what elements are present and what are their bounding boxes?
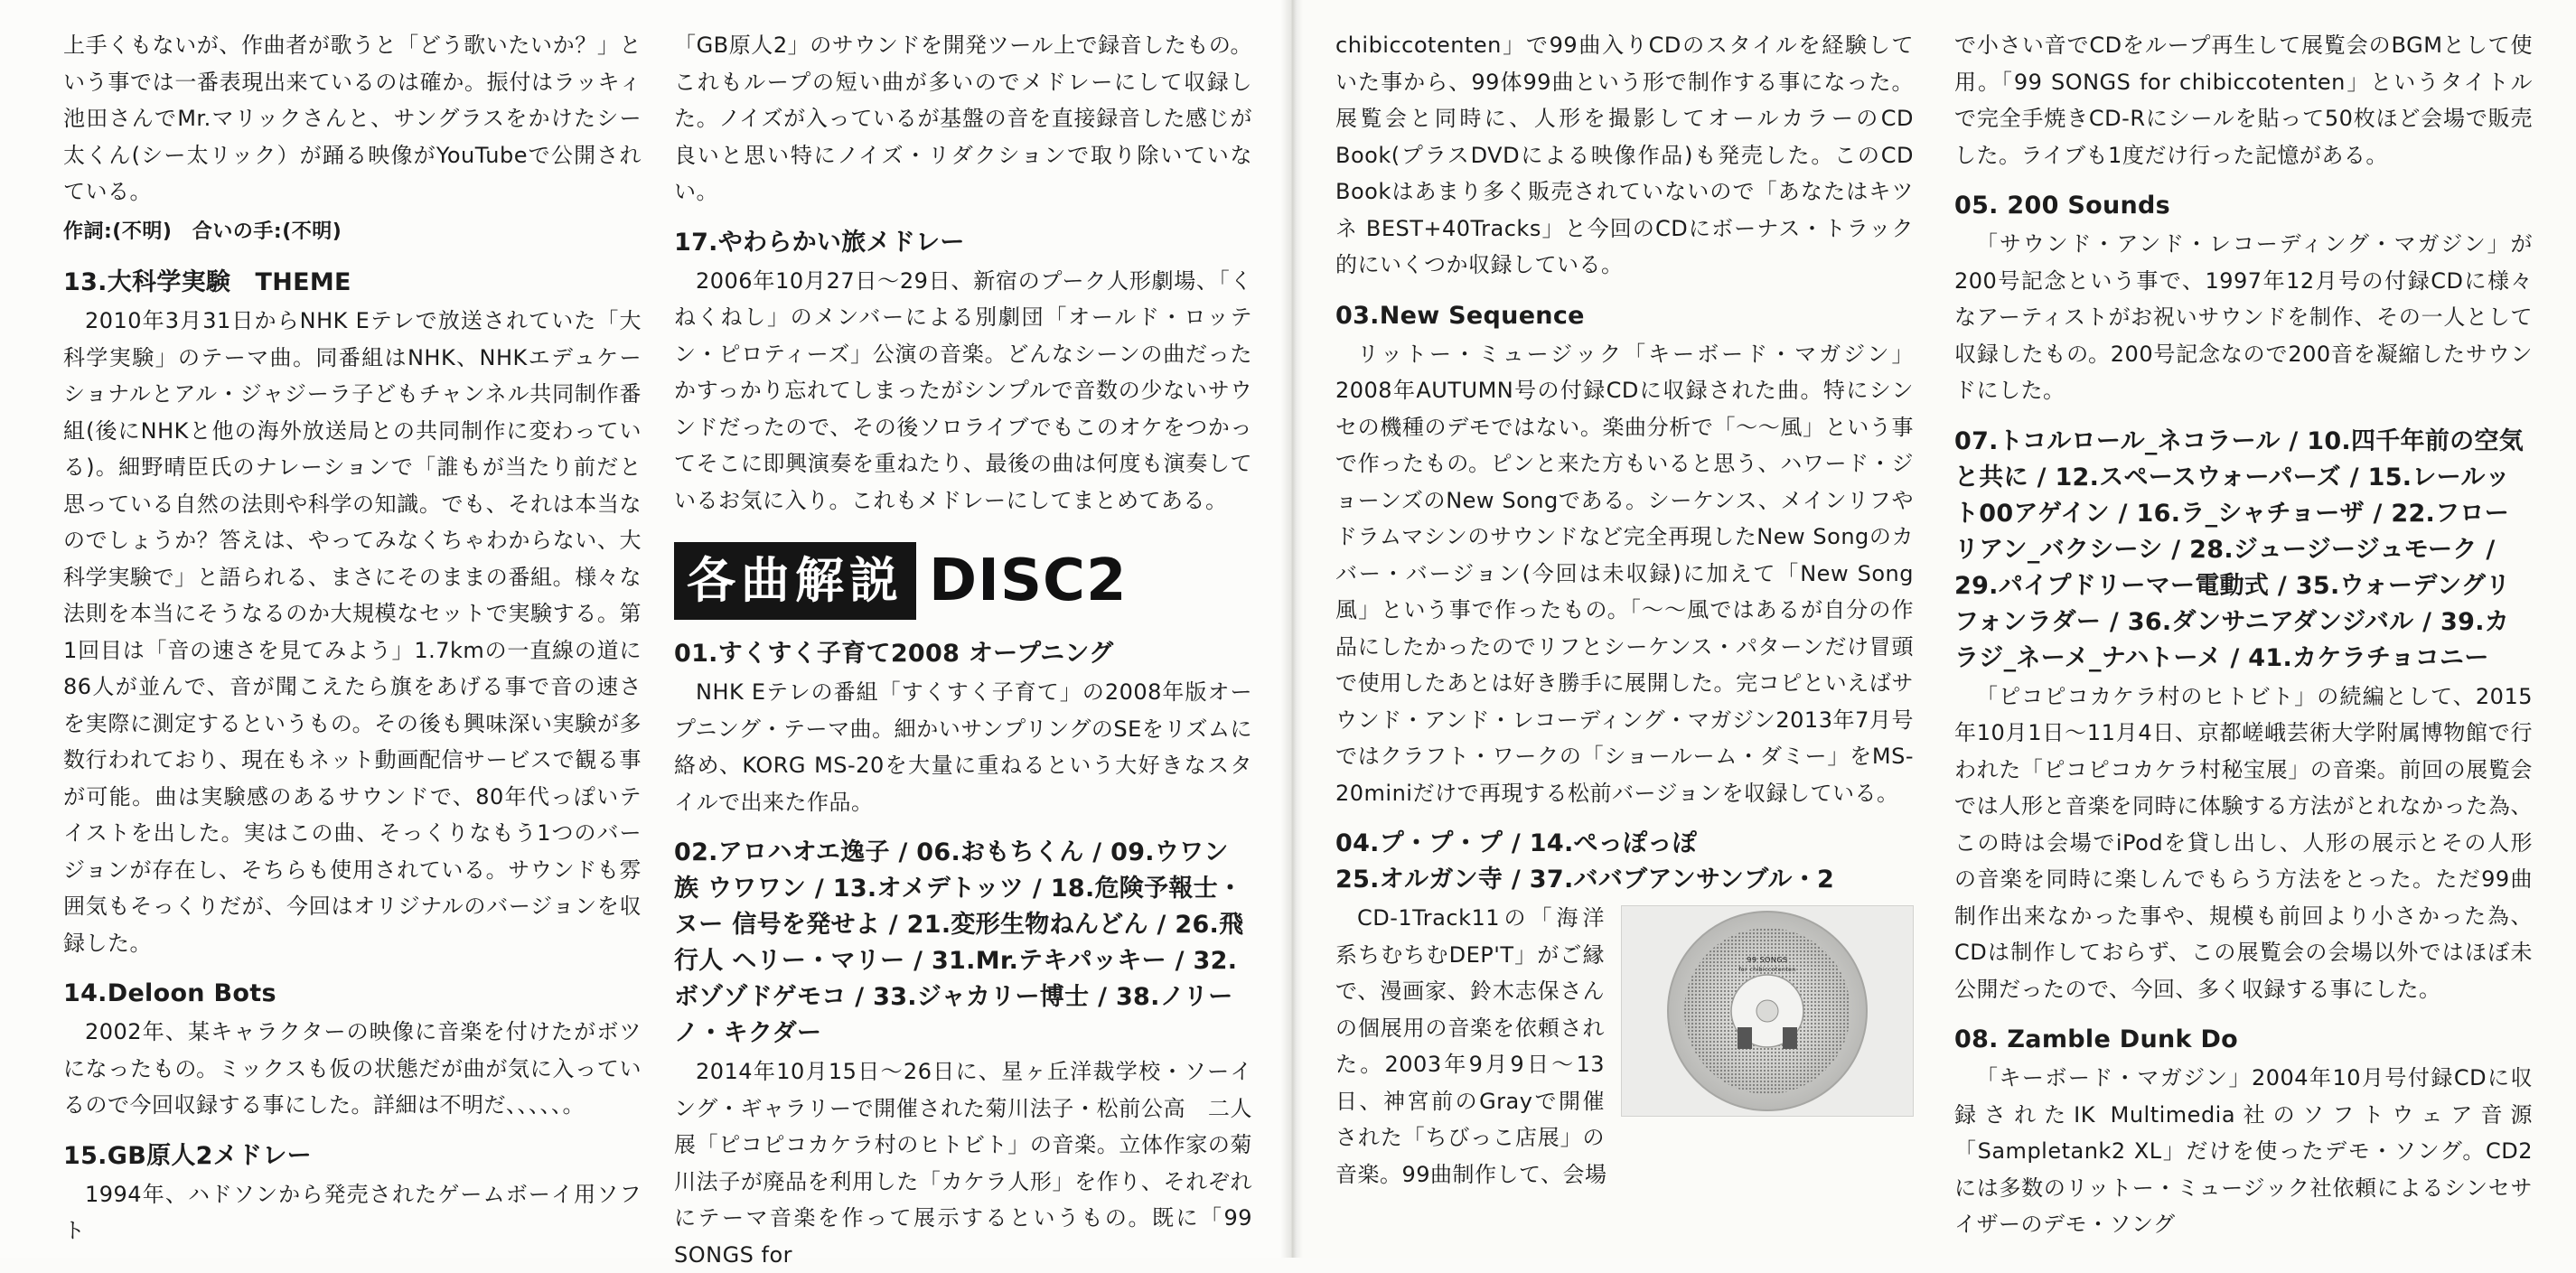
- column-1: [63, 27, 642, 1250]
- track-description-13: 2010年3月31日からNHK Eテレで放送されていた「大科学実験」のテーマ曲。同番組はNHK、NHKエデュケーショナルとアル・ジャジーラ子どもチャンネル共同制作番組(後にNHKと他の海外放送局との共同制作に変わっている)。細野晴臣氏のナレーションで「誰もが当たり前だと思っている自然の法則や科学の知識。でも、それは本当なのでしょうか？答えは、やってみなくちゃわからない、大科学実験で」と語られる、まさにそのままの番組。様々な法則を本当にそうなるのか大規模なセットで実験する。第1回目は「音の速さを見てみよう」1.7kmの一直線の道に86人が並んで、音が聞こえたら旗をあげる事で音の速さを実際に測定するというもの。その後も興味深い実験が多数行われており、現在もネット動画配信サービスで観る事が可能。曲は実験感のあるサウンドで、80年代っぽいテイストを出した。実はこの曲、そっくりなもう1つのバージョンが存在し、そちらも使用されている。サウンドも雰囲気もそっくりだが、今回はオリジナルのバージョンを収録した。: [63, 308, 642, 956]
- lyrics-credit: 作詞:(不明) 合いの手:(不明): [63, 220, 342, 243]
- cd-print-line1: 99 SONGS: [1747, 956, 1788, 964]
- track-heading-15: 15.GB原人2メドレー: [63, 1141, 312, 1170]
- track-heading-03: 03.New Sequence: [1335, 301, 1585, 330]
- paragraph-04-continued: で小さい音でCDをループ再生して展覧会のBGMとして使用。「99 SONGS for chibiccotenten」というタイトルで完全手焼きCD-Rにシールを貼って50枚ほど会場で販売した。ライブも1度だけ行った記憶がある。: [1954, 33, 2533, 168]
- track-heading-07: 07.トコルロール_ネコラール / 10.四千年前の空気と共に / 12.スペースウォーパーズ / 15.レールット00アゲイン / 16.ラ_シャチョーザ / 22.フローリアン_バクシーシ / 28.ジュージージュモーク / 29.パイプドリーマー電動式 / 35.ウォーデングリフォンラダー / 36.ダンサニアダンジバル / 39.カラジ_ネーメ_ナハトーメ / 41.カケラチョコニー: [1954, 426, 2524, 672]
- track-description-05: 「サウンド・アンド・レコーディング・マガジン」が200号記念という事で、1997年12月号の付録CDに様々なアーティストがお祝いサウンドを制作、その一人として収録したもの。200号記念なので200音を凝縮したサウンドにした。: [1954, 231, 2533, 403]
- track-description-17: 2006年10月27日〜29日、新宿のプーク人形劇場、「くねくねし」のメンバーによる別劇団「オールド・ロッテン・ピロティーズ」公演の音楽。どんなシーンの曲だったかすっかり忘れてしまったがシンプルで音数の少ないサウンドだったので、その後ソロライブでもこのオケをつかってそこに即興演奏を重ねたり、最後の曲は何度も演奏しているお気に入り。これもメドレーにしてまとめてある。: [674, 267, 1252, 513]
- track-description-01: NHK Eテレの番組「すくすく子育て」の2008年版オープニング・テーマ曲。細かいサンプリングのSEをリズムに絡め、KORG MS-20を大量に重ねるという大好きなスタイルで出来た作品。: [674, 679, 1252, 815]
- track-description-04: CD-1Track11の「海洋系ちむちむDEP'T」がご縁で、漫画家、鈴木志保さんの個展用の音楽を依頼された。2003年9月9日〜13日、神宮前のGrayで開催された「ちびっこ店展」の音楽。99曲制作して、会場: [1335, 905, 1607, 1187]
- paragraph-02-continued: chibiccotenten」で99曲入りCDのスタイルを経験していた事から、99体99曲という形で制作する事になった。展覧会と同時に、人形を撮影してオールカラーのCD Book(プラスDVDによる映像作品)も発売した。このCD Bookはあまり多く販売されていないので「あなたはキツネ BEST+40Tracks」と今回のCDにボーナス・トラック的にいくつか収録している。: [1335, 33, 1914, 277]
- cd-photo: [1621, 905, 1914, 1117]
- track-04-block: [1335, 900, 1914, 1193]
- cd-disc-image: [1622, 906, 1913, 1116]
- track-description-07: 「ピコピコカケラ村のヒトビト」の続編として、2015年10月1日〜11月4日、京都嵯峨芸術大学附属博物館で行われた「ピコピコカケラ村秘宝展」の音楽。前回の展覧会では人形と音楽を同時に体験する方法がとれなかった為、この時は会場でiPodを貸し出し、人形の展示とその人形の音楽を同時に楽しんでもらう方法をとった。ただ99曲制作出来なかった事や、規模も前回より小さかった為、CDは制作しておらず、この展覧会の会場以外ではほぼ未公開だったので、今回、多く収録する事にした。: [1954, 683, 2533, 1002]
- track-heading-04: 04.プ・プ・プ / 14.ぺっぽっぽ: [1335, 829, 1698, 857]
- track-heading-05: 05. 200 Sounds: [1954, 192, 2171, 220]
- track-description-14: 2002年、某キャラクターの映像に音楽を付けたがボツになったもの。ミックスも仮の状態だが曲が気に入っているので今回収録する事にした。詳細は不明だ、、、、、。: [63, 1019, 642, 1118]
- paragraph-15-continued: 「GB原人2」のサウンドを開発ツール上で録音したもの。これもループの短い曲が多いのでメドレーにして収録した。ノイズが入っているが基盤の音を直接録音した感じが良いと思い特にノイズ・リダクションで取り除いていない。: [674, 33, 1252, 204]
- section-title-box: 各曲解説: [674, 542, 916, 620]
- column-2: [674, 27, 1252, 1273]
- column-3: [1335, 27, 1914, 1193]
- track-heading-01: 01.すくすく子育て2008 オープニング: [674, 640, 1114, 668]
- column-4: [1954, 27, 2533, 1243]
- track-description-02: 2014年10月15日〜26日に、星ヶ丘洋裁学校・ソーイング・ギャラリーで開催された菊川法子・松前公高 二人展「ピコピコカケラ村のヒトビト」の音楽。立体作家の菊川法子が廃品を利用した「カケラ人形」を作り、それぞれにテーマ音楽を作って展示するというもの。既に「99 SONGS for: [674, 1059, 1252, 1268]
- track-description-15: 1994年、ハドソンから発売されたゲームボーイ用ソフト: [63, 1181, 642, 1243]
- track-heading-25: 25.オルガン寺 / 37.ババブアンサンブル・2: [1335, 866, 1835, 894]
- track-heading-17: 17.やわらかい旅メドレー: [674, 228, 965, 257]
- page-gutter: [1281, 0, 1303, 1258]
- disc2-section-header: [674, 540, 1252, 622]
- cd-print-line2: for chibiccotenten: [1738, 967, 1796, 973]
- paragraph-12-continued: 上手くもないが、作曲者が歌うと「どう歌いたいか？」という事では一番表現出来ているのは確か。振付はラッキィ池田さんでMr.マリックさんと、サングラスをかけたシー太くん(シー太リック）が踊る映像がYouTubeで公開されている。: [63, 33, 642, 204]
- track-description-03: リットー・ミュージック「キーボード・マガジン」2008年AUTUMN号の付録CDに収録された曲。特にシンセの機種のデモではない。楽曲分析で「〜〜風」という事で作ったもの。ピンと来た方もいると思う、ハワード・ジョーンズのNew Songである。シーケンス、メインリフやドラムマシンのサウンドなど完全再現したNew Songのカバー・バージョン(今回は未収録)に加えて「New Song風」という事で作ったもの。「〜〜風ではあるが自分の作品にしたかったのでリフとシーケンス・パターンだけ冒頭で使用したあとは好き勝手に展開した。完コピといえばサウンド・アンド・レコーディング・マガジン2013年7月号ではクラフト・ワークの「ショールーム・ダミー」をMS-20miniだけで再現する松前バージョンを収録している。: [1335, 341, 1914, 806]
- track-heading-14: 14.Deloon Bots: [63, 979, 276, 1007]
- disc-label: DISC2: [929, 547, 1128, 614]
- track-heading-08: 08. Zamble Dunk Do: [1954, 1025, 2239, 1053]
- track-heading-13: 13.大科学実験 THEME: [63, 268, 351, 296]
- track-description-08: 「キーボード・マガジン」2004年10月号付録CDに収録されたIK Multimedia社のソフトウェア音源「Sampletank2 XL」だけを使ったデモ・ソング。CD2には多数のリットー・ミュージック社依頼によるシンセサイザーのデモ・ソング: [1954, 1065, 2533, 1237]
- track-heading-02: 02.アロハオエ逸子 / 06.おもちくん / 09.ウワン族 ウワワン / 13.オメデトッツ / 18.危険予報士・ヌー 信号を発せよ / 21.変形生物ねんどん / 26.飛行人 ヘリー・マリー / 31.Mr.テキパッキー / 32.ボゾゾドゲモコ / 33.ジャカリー博士 / 38.ノリーノ・キクダー: [674, 838, 1244, 1047]
